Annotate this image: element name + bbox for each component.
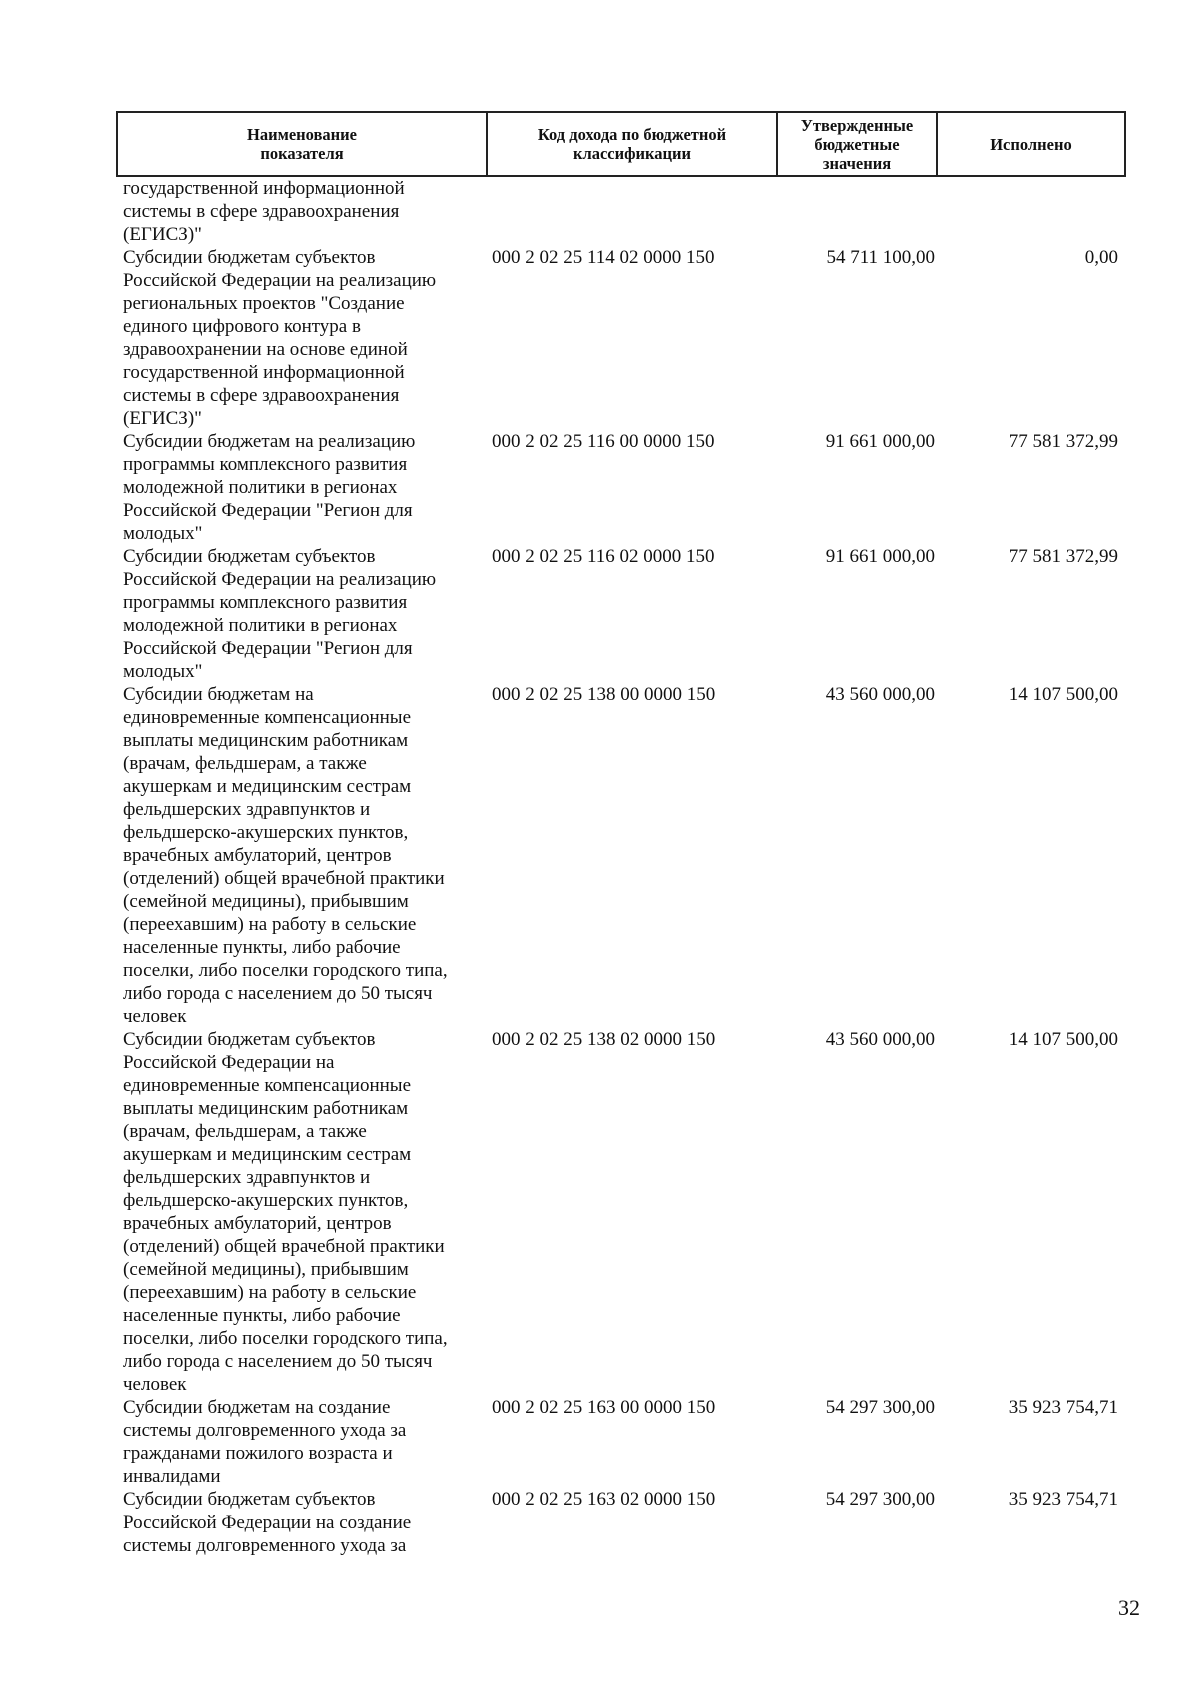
- row-name: Субсидии бюджетам субъектов Российской Федерации на реализацию программы комплексного развития молодежной политики в регионах Российской Федерации "Регион для молодых": [123, 546, 437, 682]
- table-row: [0, 545, 1200, 683]
- row-executed: 77 581 372,99: [1008, 546, 1118, 567]
- row-approved: 43 560 000,00: [825, 684, 935, 705]
- row-approved: 43 560 000,00: [825, 1029, 935, 1050]
- header-approved-values: Утвержденные бюджетные значения: [778, 113, 938, 175]
- row-approved: 91 661 000,00: [825, 546, 935, 567]
- row-name: Субсидии бюджетам на создание системы долговременного ухода за гражданами пожилого возраста и инвалидами: [123, 1397, 407, 1487]
- row-executed: 14 107 500,00: [1008, 684, 1118, 705]
- table-row: [0, 1396, 1200, 1488]
- table-row: [0, 683, 1200, 1028]
- table-row: [0, 1488, 1200, 1557]
- table-body: [0, 177, 1200, 1557]
- row-code: 000 2 02 25 138 00 0000 150: [492, 684, 716, 705]
- row-code: 000 2 02 25 116 00 0000 150: [492, 431, 715, 452]
- table-row: [0, 430, 1200, 545]
- header-indicator-name: Наименование показателя: [118, 113, 488, 175]
- row-code: 000 2 02 25 163 02 0000 150: [492, 1489, 716, 1510]
- header-executed: Исполнено: [990, 134, 1072, 154]
- row-code: 000 2 02 25 114 02 0000 150: [492, 247, 715, 268]
- header-income-code: Код дохода по бюджетной классификации: [488, 113, 778, 175]
- row-approved: 54 711 100,00: [826, 247, 935, 268]
- page-number: 32: [1118, 1595, 1140, 1620]
- row-name: государственной информационной системы в сфере здравоохранения (ЕГИСЗ)": [123, 178, 405, 245]
- row-executed: 35 923 754,71: [1008, 1489, 1118, 1510]
- row-code: 000 2 02 25 163 00 0000 150: [492, 1397, 716, 1418]
- row-approved: 91 661 000,00: [825, 431, 935, 452]
- row-executed: 14 107 500,00: [1008, 1029, 1118, 1050]
- row-name: Субсидии бюджетам субъектов Российской Федерации на реализацию региональных проектов "Создание единого цифрового контура в здравоохранении на основе единой государственной информационной системы в сфере здравоохранения (ЕГИСЗ)": [123, 247, 437, 429]
- table-header: [116, 111, 1126, 177]
- row-executed: 0,00: [1084, 247, 1118, 268]
- row-name: Субсидии бюджетам на реализацию программы комплексного развития молодежной политики в регионах Российской Федерации "Регион для молодых": [123, 431, 416, 544]
- table-row: [0, 1028, 1200, 1396]
- row-name: Субсидии бюджетам субъектов Российской Федерации на единовременные компенсационные выплаты медицинским работникам (врачам, фельдшерам, а также акушеркам и медицинским сестрам фельдшерских здравпунктов и фельдшерско-акушерских пунктов, врачебных амбулаторий, центров (отделений) общей врачебной практики (семейной медицины), прибывшим (переехавшим) на работу в сельские населенные пункты, либо рабочие поселки, либо поселки городского типа, либо города с населением до 50 тысяч человек: [123, 1029, 448, 1395]
- table-row: [0, 177, 1200, 246]
- row-code: 000 2 02 25 138 02 0000 150: [492, 1029, 716, 1050]
- row-name: Субсидии бюджетам на единовременные компенсационные выплаты медицинским работникам (врачам, фельдшерам, а также акушеркам и медицинским сестрам фельдшерских здравпунктов и фельдшерско-акушерских пунктов, врачебных амбулаторий, центров (отделений) общей врачебной практики (семейной медицины), прибывшим (переехавшим) на работу в сельские населенные пункты, либо рабочие поселки, либо поселки городского типа, либо города с населением до 50 тысяч человек: [123, 684, 448, 1027]
- row-name: Субсидии бюджетам субъектов Российской Федерации на создание системы долговременного ухода за: [123, 1489, 412, 1556]
- row-executed: 35 923 754,71: [1008, 1397, 1118, 1418]
- row-approved: 54 297 300,00: [825, 1489, 935, 1510]
- row-executed: 77 581 372,99: [1008, 431, 1118, 452]
- table-row: [0, 246, 1200, 430]
- row-approved: 54 297 300,00: [825, 1397, 935, 1418]
- row-code: 000 2 02 25 116 02 0000 150: [492, 546, 715, 567]
